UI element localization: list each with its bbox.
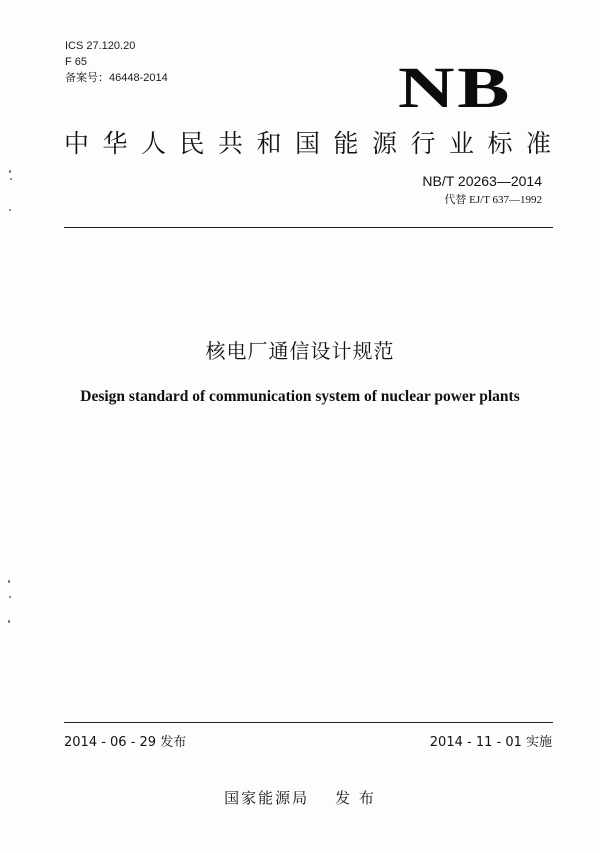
scan-mark — [9, 209, 11, 211]
header-divider — [64, 227, 553, 228]
issuing-authority — [0, 787, 600, 809]
effective-date: 2014 - 11 - 01 实施 — [429, 735, 552, 750]
ccs-code: F 65 — [65, 56, 88, 68]
footer-divider — [64, 722, 553, 723]
scan-mark — [8, 620, 10, 623]
filing-number: 备案号：46448-2014 — [65, 72, 168, 84]
issue-date: 2014 - 06 - 29 发布 — [64, 735, 187, 750]
document-title-english: Design standard of communication system of nuclear power plants — [80, 388, 520, 405]
nb-logo: NB — [398, 55, 513, 120]
scan-mark — [9, 170, 11, 173]
standard-category-title: 中华人民共和国能源行业标准 — [64, 129, 565, 158]
scan-mark — [8, 580, 10, 583]
issuer-action: 发 布 — [335, 789, 376, 807]
scan-mark — [10, 178, 12, 180]
scan-mark — [9, 596, 11, 598]
classification-block — [65, 38, 168, 86]
document-title-chinese: 核电厂通信设计规范 — [205, 339, 395, 363]
ics-code: ICS 27.120.20 — [65, 40, 136, 52]
standard-number: NB/T 20263—2014 — [422, 173, 542, 189]
replaces-standard: 代替 EJ/T 637—1992 — [444, 194, 542, 206]
issuer-name: 国家能源局 — [224, 789, 310, 807]
